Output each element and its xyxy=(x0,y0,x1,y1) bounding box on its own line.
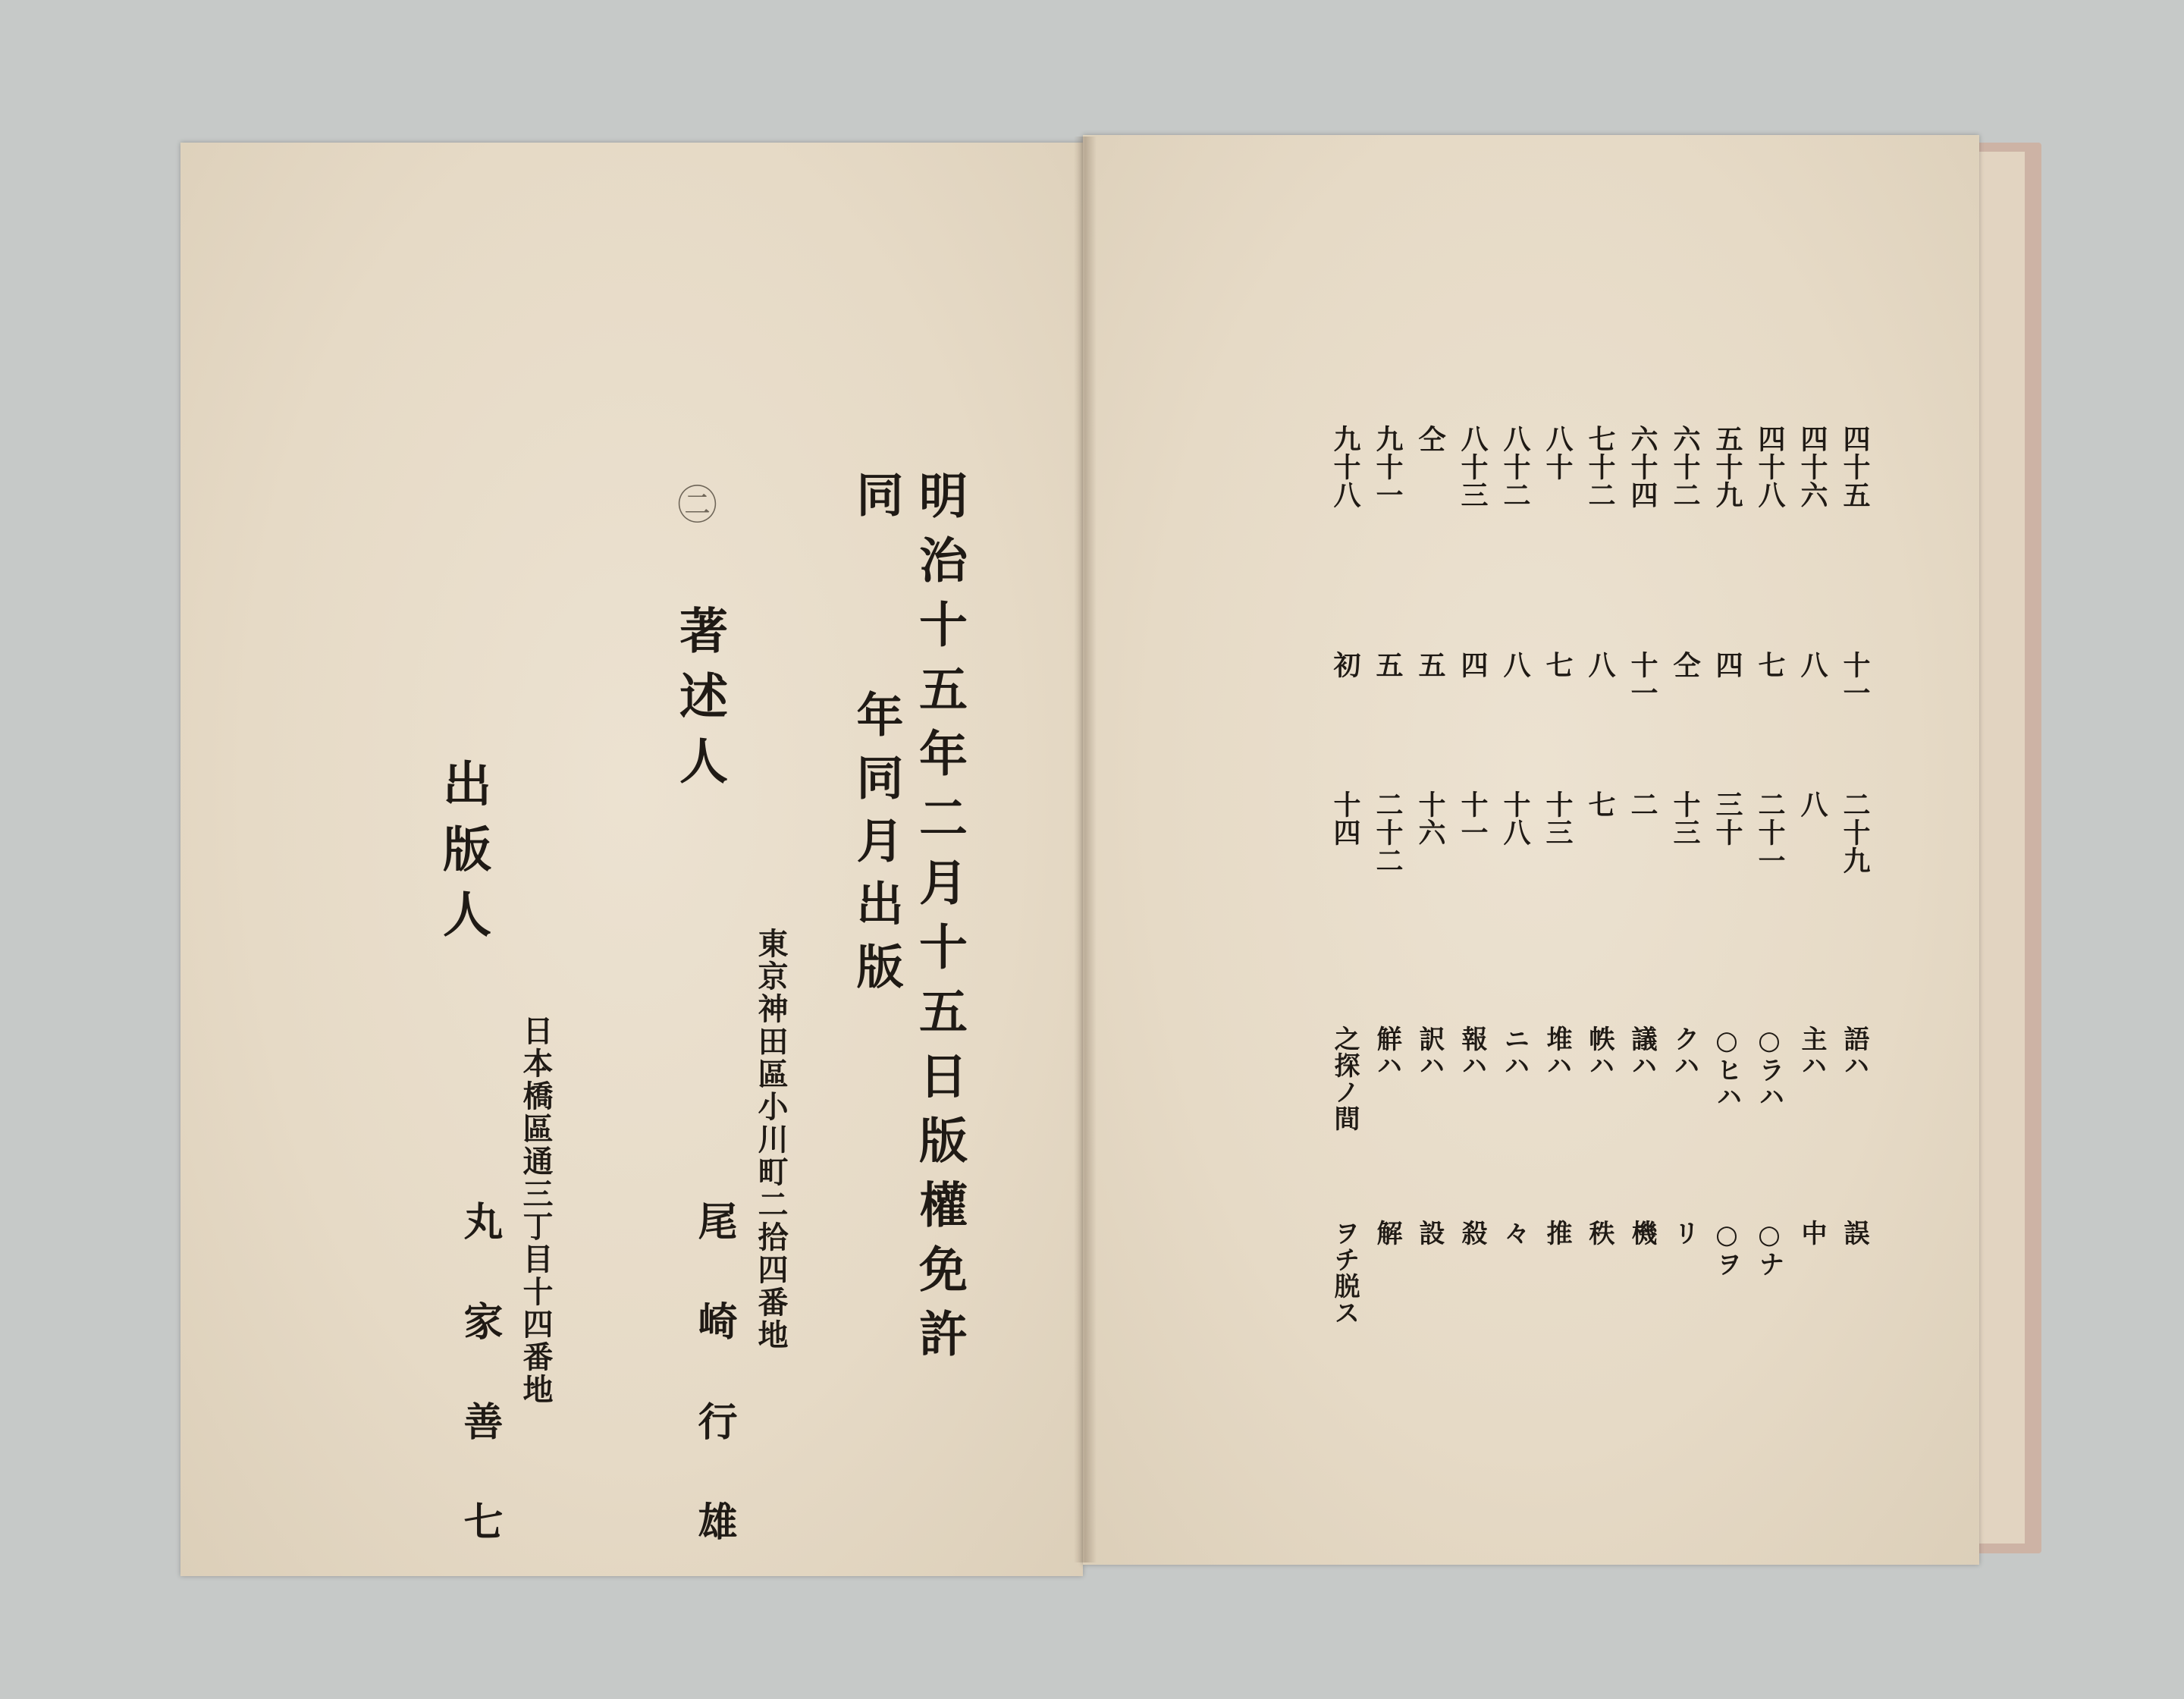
publisher-address: 日本橋區通三丁目十四番地 xyxy=(518,1015,554,1406)
errata-line-cell: 十一 xyxy=(1627,651,1658,707)
errata-pos-cell: 二 xyxy=(1627,790,1658,818)
left-page xyxy=(180,143,1083,1576)
errata-pos-cell: 八 xyxy=(1796,790,1828,818)
errata-pos-cell: 十八 xyxy=(1499,790,1531,846)
errata-right-cell: ヲチ脱ス xyxy=(1329,1220,1360,1326)
author-address: 東京神田區小川町二拾四番地 xyxy=(753,928,789,1352)
errata-line-cell: 十一 xyxy=(1839,651,1871,707)
errata-page-cell: 六十四 xyxy=(1627,425,1658,509)
errata-line-cell: 五 xyxy=(1414,651,1446,679)
errata-right-cell: 秩 xyxy=(1584,1220,1614,1246)
errata-wrong-cell: クハ xyxy=(1669,1025,1699,1079)
errata-pos-cell: 十三 xyxy=(1542,790,1574,846)
errata-wrong-cell: 語ハ xyxy=(1839,1025,1869,1079)
errata-line-cell: 仝 xyxy=(1669,651,1701,679)
errata-page-cell: 仝 xyxy=(1414,425,1446,453)
publisher-label: 出版人 xyxy=(435,758,491,954)
errata-page-cell: 九十八 xyxy=(1329,425,1361,509)
errata-page-cell: 九十一 xyxy=(1372,425,1404,509)
publication-date-line: 年同月出版 xyxy=(849,690,904,1005)
errata-line-cell: 七 xyxy=(1754,651,1786,679)
errata-page-cell: 五十九 xyxy=(1712,425,1743,509)
errata-wrong-cell: 堆ハ xyxy=(1542,1025,1572,1079)
errata-pos-cell: 七 xyxy=(1584,790,1616,818)
errata-line-cell: 四 xyxy=(1712,651,1743,679)
publisher-name: 丸 家 善 七 xyxy=(457,1201,503,1551)
errata-page-cell: 八十二 xyxy=(1499,425,1531,509)
errata-page-cell: 四十六 xyxy=(1796,425,1828,509)
errata-right-cell: ○ナ xyxy=(1754,1220,1784,1277)
errata-wrong-cell: 之探ノ間 xyxy=(1329,1025,1360,1132)
errata-pos-cell: 十六 xyxy=(1414,790,1446,846)
errata-pos-cell: 十四 xyxy=(1329,790,1361,846)
errata-wrong-cell: 報ハ xyxy=(1457,1025,1487,1079)
right-page xyxy=(1083,135,1979,1565)
errata-wrong-cell: ○ヒハ xyxy=(1712,1025,1742,1110)
errata-right-cell: 機 xyxy=(1627,1220,1657,1246)
errata-table xyxy=(1083,135,1979,1565)
errata-pos-cell: 二十九 xyxy=(1839,790,1871,875)
errata-page-cell: 七十二 xyxy=(1584,425,1616,509)
errata-line-cell: 八 xyxy=(1499,651,1531,679)
same-label: 同 xyxy=(849,470,904,517)
errata-right-cell: ○ヲ xyxy=(1712,1220,1742,1277)
errata-page-cell: 八十 xyxy=(1542,425,1574,481)
errata-line-cell: 七 xyxy=(1542,651,1574,679)
errata-page-cell: 八十三 xyxy=(1457,425,1489,509)
errata-pos-cell: 十一 xyxy=(1457,790,1489,846)
errata-pos-cell: 十三 xyxy=(1669,790,1701,846)
errata-right-cell: 推 xyxy=(1542,1220,1572,1246)
errata-page-cell: 四十八 xyxy=(1754,425,1786,509)
errata-page-cell: 六十二 xyxy=(1669,425,1701,509)
errata-line-cell: 四 xyxy=(1457,651,1489,679)
errata-wrong-cell: 帙ハ xyxy=(1584,1025,1614,1079)
errata-right-cell: 殺 xyxy=(1457,1220,1487,1246)
errata-pos-cell: 三十 xyxy=(1712,790,1743,846)
book-spine-shadow xyxy=(1074,137,1097,1562)
errata-right-cell: 誤 xyxy=(1839,1220,1869,1246)
errata-wrong-cell: ニハ xyxy=(1499,1025,1530,1079)
errata-wrong-cell: 主ハ xyxy=(1796,1025,1827,1079)
errata-line-cell: 初 xyxy=(1329,651,1361,679)
errata-right-cell: 設 xyxy=(1414,1220,1445,1246)
errata-right-cell: 解 xyxy=(1372,1220,1402,1246)
errata-wrong-cell: ○ラハ xyxy=(1754,1025,1784,1110)
errata-wrong-cell: 訳ハ xyxy=(1414,1025,1445,1079)
errata-right-cell: 中 xyxy=(1796,1220,1827,1246)
errata-page-cell: 四十五 xyxy=(1839,425,1871,509)
errata-right-cell: リ xyxy=(1669,1220,1699,1246)
errata-pos-cell: 二十二 xyxy=(1372,790,1404,875)
errata-line-cell: 八 xyxy=(1796,651,1828,679)
stamp-mark: ㊁ xyxy=(670,484,716,523)
errata-pos-cell: 二十一 xyxy=(1754,790,1786,875)
author-label: 著述人 xyxy=(671,605,728,801)
errata-wrong-cell: 議ハ xyxy=(1627,1025,1657,1079)
errata-wrong-cell: 觧ハ xyxy=(1372,1025,1402,1079)
license-date-line: 明治十五年二月十五日版權免許 xyxy=(911,470,968,1373)
errata-line-cell: 八 xyxy=(1584,651,1616,679)
errata-line-cell: 五 xyxy=(1372,651,1404,679)
author-name: 尾 崎 行 雄 xyxy=(691,1201,737,1551)
errata-right-cell: 々 xyxy=(1499,1220,1530,1246)
